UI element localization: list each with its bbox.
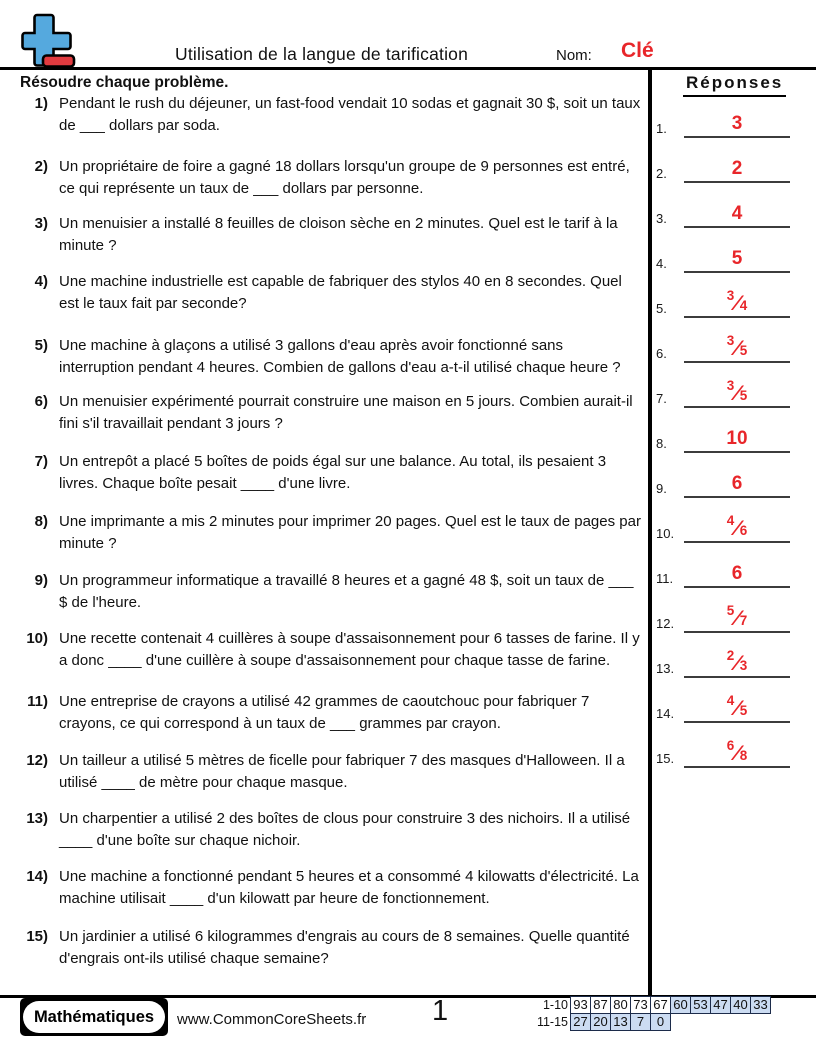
answer-number: 12. [656,616,675,631]
problem-number: 1) [34,95,48,112]
answer-value-fraction: $^5$⁄7 [726,603,748,630]
answer-number: 7. [656,391,667,406]
answer-value-fraction: $^3$⁄5 [726,333,748,360]
problem-item [20,335,642,378]
answer-value-fraction: $^3$⁄5 [726,378,748,405]
answer-value-fraction: $^4$⁄6 [726,513,748,540]
answer-row [648,104,798,138]
answer-row [648,194,798,228]
problem-text: Un charpentier a utilisé 2 des boîtes de clous pour construire 3 des nichoirs. Il a utilisé ____ d'une boîte sur chaque nichoir. [59,810,631,849]
score-table [529,996,771,1031]
problem-item [20,93,642,136]
answer-number: 6. [656,346,667,361]
problem-number: 6) [34,393,48,410]
answer-value: 6 [731,473,743,494]
answer-row [648,554,798,588]
answer-line [684,644,790,678]
answer-line [684,689,790,723]
answer-line [684,599,790,633]
answer-number: 8. [656,436,667,451]
page-number: 1 [432,995,449,1027]
problem-text: Un menuisier expérimenté pourrait construire une maison en 5 jours. Combien aurait-il fini s'il travaillait pendant 3 jours ? [59,393,633,432]
answer-line [684,149,790,183]
problem-number: 13) [26,810,48,827]
answer-line [684,374,790,408]
answer-line [684,104,790,138]
answer-row [648,374,798,408]
answer-value-fraction: $^4$⁄5 [726,693,748,720]
answer-number: 10. [656,526,675,541]
answer-value: 2 [731,158,743,179]
problem-number: 9) [34,572,48,589]
answer-value: 10 [726,428,748,449]
problem-text: Un tailleur a utilisé 5 mètres de ficelle pour fabriquer 7 des masques d'Halloween. Il a utilisé ____ de mètre pour chaque masque. [59,752,625,791]
problem-item [20,628,642,671]
problem-item [20,808,642,851]
answer-row [648,329,798,363]
problem-number: 11) [27,693,48,710]
score-cell: 33 [750,996,771,1014]
problem-number: 10) [26,630,48,647]
answer-value: 4 [731,203,743,224]
problem-number: 8) [34,513,48,530]
answer-line [684,284,790,318]
score-cell: 60 [670,996,691,1014]
score-cell: 7 [630,1013,651,1031]
answer-row [648,464,798,498]
score-cell: 20 [590,1013,611,1031]
problem-text: Une machine à glaçons a utilisé 3 gallons d'eau après avoir fonctionné sans interruption pendant 4 heures. Combien de gallons d'eau a-t-il utilisé chaque heure ? [59,337,621,376]
score-cell: 67 [650,996,671,1014]
answer-row [648,734,798,768]
website-text: www.CommonCoreSheets.fr [177,1011,367,1028]
problem-item [20,570,642,613]
answer-number: 9. [656,481,667,496]
problem-text: Un entrepôt a placé 5 boîtes de poids égal sur une balance. Au total, ils pesaient 3 livres. Chaque boîte pesait ____ d'une livre. [59,453,607,492]
answer-number: 3. [656,211,667,226]
answer-number: 15. [656,751,675,766]
score-cell: 40 [730,996,751,1014]
answer-number: 13. [656,661,675,676]
answer-value: 6 [731,563,743,584]
problem-item [20,691,642,734]
problem-number: 14) [26,868,48,885]
problem-number: 15) [26,928,48,945]
page-title: Utilisation de la langue de tarification [175,44,469,64]
answer-number: 4. [656,256,667,271]
minus-icon [43,56,74,67]
answer-row [648,149,798,183]
problem-item [20,926,642,969]
answer-line [684,509,790,543]
score-cell: 0 [650,1013,671,1031]
problem-number: 7) [34,453,48,470]
score-row-label: 11-15 [536,1015,568,1029]
problem-text: Un programmeur informatique a travaillé 8 heures et a gagné 48 $, soit un taux de ___ $ de l'heure. [59,572,634,611]
answer-line [684,554,790,588]
answer-value: 5 [731,248,743,269]
answer-row [648,644,798,678]
answers-heading: Réponses [683,73,786,97]
problem-text: Un propriétaire de foire a gagné 18 dollars lorsqu'un groupe de 9 personnes est entré, ce qui représente un taux de ___ dollars par personne. [59,158,630,197]
problem-number: 12) [26,752,48,769]
problem-item [20,391,642,434]
problem-item [20,451,642,494]
answer-value-fraction: $^2$⁄3 [726,648,748,675]
score-cell: 47 [710,996,731,1014]
score-cell: 80 [610,996,631,1014]
answer-line [684,419,790,453]
name-label: Nom: [556,47,592,64]
brand-badge [20,998,168,1036]
instructions-text: Résoudre chaque problème. [20,74,229,91]
answer-number: 11. [656,571,674,586]
score-row [529,1013,771,1031]
problem-text: Un menuisier a installé 8 feuilles de cloison sèche en 2 minutes. Quel est le tarif à la minute ? [59,215,618,254]
answer-number: 1. [656,121,667,136]
answer-number: 14. [656,706,675,721]
problem-item [20,866,642,909]
problem-item [20,750,642,793]
problem-number: 4) [34,273,48,290]
plus-minus-logo [20,12,78,70]
problem-item [20,511,642,554]
problem-number: 3) [34,215,48,232]
answer-value-fraction: $^3$⁄4 [726,288,748,315]
answer-row [648,419,798,453]
name-value-key: Clé [621,39,654,62]
problem-text: Une imprimante a mis 2 minutes pour imprimer 20 pages. Quel est le taux de pages par minute ? [59,513,641,552]
score-cell: 73 [630,996,651,1014]
problem-item [20,271,642,314]
score-cell: 87 [590,996,611,1014]
answer-line [684,239,790,273]
answer-row [648,284,798,318]
brand-label: Mathématiques [23,1001,165,1033]
header-rule [0,67,816,70]
problem-item [20,213,642,256]
answer-number: 2. [656,166,667,181]
score-row-label: 1-10 [542,998,568,1012]
answer-line [684,329,790,363]
answer-line [684,194,790,228]
answer-value: 3 [731,113,743,134]
answer-row [648,239,798,273]
problem-text: Une machine a fonctionné pendant 5 heures et a consommé 4 kilowatts d'électricité. La machine utilisait ____ d'un kilowatt par heure de fonctionnement. [59,868,639,907]
problem-text: Pendant le rush du déjeuner, un fast-food vendait 10 sodas et gagnait 30 $, soit un taux de ___ dollars par soda. [59,95,641,134]
answer-value-fraction: $^6$⁄8 [726,738,748,765]
problem-text: Un jardinier a utilisé 6 kilogrammes d'engrais au cours de 8 semaines. Quelle quantité d'engrais ont-ils utilisé chaque semaine? [59,928,630,967]
problem-number: 5) [34,337,48,354]
score-cell: 53 [690,996,711,1014]
problem-text: Une machine industrielle est capable de fabriquer des stylos 40 en 8 secondes. Quel est le taux fait par seconde? [59,273,622,312]
answer-line [684,734,790,768]
answer-row [648,509,798,543]
problem-text: Une entreprise de crayons a utilisé 42 grammes de caoutchouc pour fabriquer 7 crayons, ce qui correspond à un taux de ___ grammes par crayon. [59,693,590,732]
problem-number: 2) [34,158,48,175]
score-cell: 13 [610,1013,631,1031]
answer-line [684,464,790,498]
answer-number: 5. [656,301,667,316]
problem-item [20,156,642,199]
answer-row [648,689,798,723]
score-row [529,996,771,1014]
score-cell: 27 [570,1013,591,1031]
answer-row [648,599,798,633]
problem-text: Une recette contenait 4 cuillères à soupe d'assaisonnement pour 6 tasses de farine. Il y a donc ____ d'une cuillère à soupe d'assaisonnement pour chaque tasse de farine. [59,630,640,669]
score-cell: 93 [570,996,591,1014]
